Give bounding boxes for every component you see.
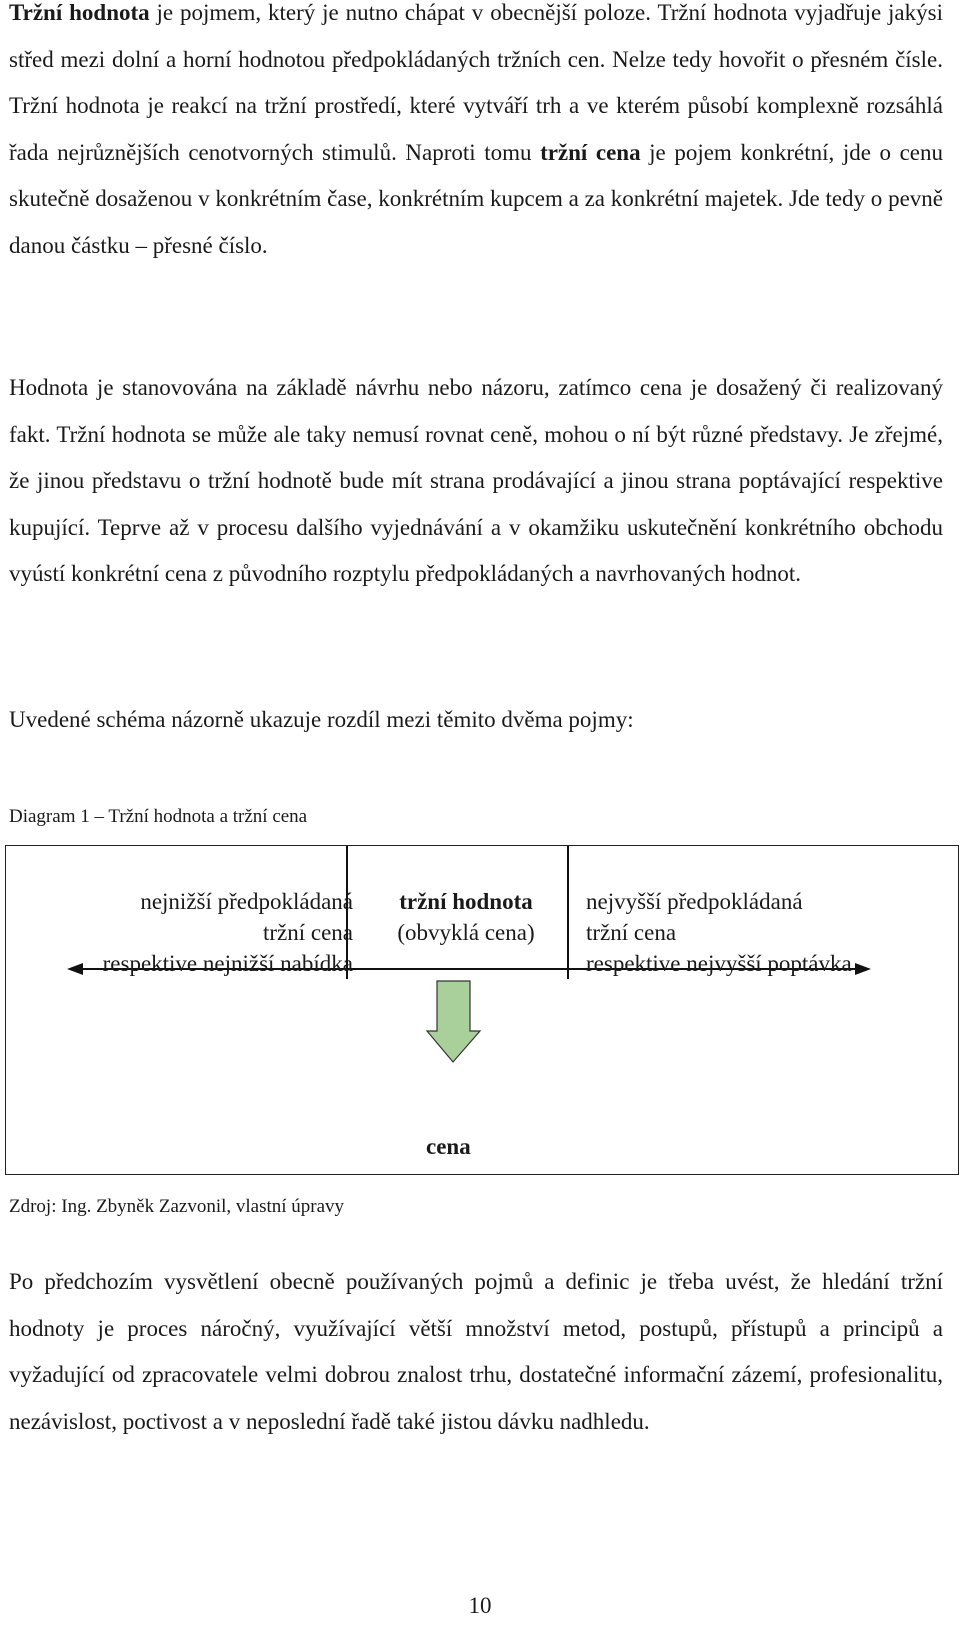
paragraph-value-vs-price: Hodnota je stanovována na základě návrhu nebo názoru, zatímco cena je dosažený či realizovaný fakt. Tržní hodnota se může ale taky nemusí rovnat ceně, mohou o ní být různé představy. Je zřejmé, že jinou představu o tržní hodnotě bude mít strana prodávající a jinou strana poptávající respektive kupující. Teprve až v procesu dalšího vyjednávání a v okamžiku uskutečnění konkrétního obchodu vyústí konkrétní cena z původního rozptylu předpokládaných a navrhovaných hodnot. [9,375,943,586]
term-trzni-hodnota: Tržní hodnota [9,0,150,25]
diagram-caption: Diagram 1 – Tržní hodnota a tržní cena [9,806,308,827]
lowest-price-label [103,886,353,979]
market-value-subtitle: (obvyklá cena) [397,920,535,945]
diagram-market-value-price [5,845,959,1175]
paragraph-text: je pojem konkrétní, jde o cenu skutečně dosaženou v konkrétním čase, konkrétním kupcem a za konkrétní majetek. Jde tedy o pevně danou částku – přesné číslo. [9,139,943,258]
left-arrowhead [67,963,83,975]
paragraph-scheme-intro: Uvedené schéma názorně ukazuje rozdíl mezi těmito dvěma pojmy: [9,707,634,732]
highest-price-line-1: nejvyšší předpokládaná [586,889,803,914]
lowest-price-line-2: tržní cena [262,920,353,945]
right-arrowhead [855,963,871,975]
highest-price-line-2: tržní cena [586,920,677,945]
lowest-price-line-3: respektive nejnižší nabídka [102,951,353,976]
down-arrow-icon [427,981,480,1062]
lowest-price-line-1: nejnižší předpokládaná [140,889,353,914]
paragraph-conclusion: Po předchozím vysvětlení obecně používaných pojmů a definic je třeba uvést, že hledání tržní hodnoty je proces náročný, využívající větší množství metod, postupů, přístupů a principů a vyžadující od zpracovatele velmi dobrou znalost trhu, dostatečné informační zázemí, profesionalitu, nezávislost, poctivost a v neposlední řadě také jistou dávku nadhledu. [9,1269,943,1434]
highest-price-label [586,886,852,979]
price-result-label: cena [426,1134,471,1159]
page-number: 10 [468,1593,492,1618]
paragraph-market-value [9,0,943,269]
term-trzni-cena: tržní cena [540,139,641,165]
market-value-label [376,886,556,948]
diagram-source: Zdroj: Ing. Zbyněk Zazvonil, vlastní úpravy [9,1196,345,1217]
market-value-title: tržní hodnota [399,889,533,914]
paragraph-text: je pojmem, který je nutno chápat v obecnější poloze. Tržní hodnota vyjadřuje jakýsi střed mezi dolní a horní hodnotou předpokládaných tržních cen. Nelze tedy hovořit o přesném čísle. Tržní hodnota je reakcí na tržní prostředí, které vytváří trh a ve kterém působí komplexně rozsáhlá řada nejrůznějších cenotvorných stimulů. Naproti tomu [9,0,943,165]
highest-price-line-3: respektive nejvyšší poptávka [586,951,852,976]
